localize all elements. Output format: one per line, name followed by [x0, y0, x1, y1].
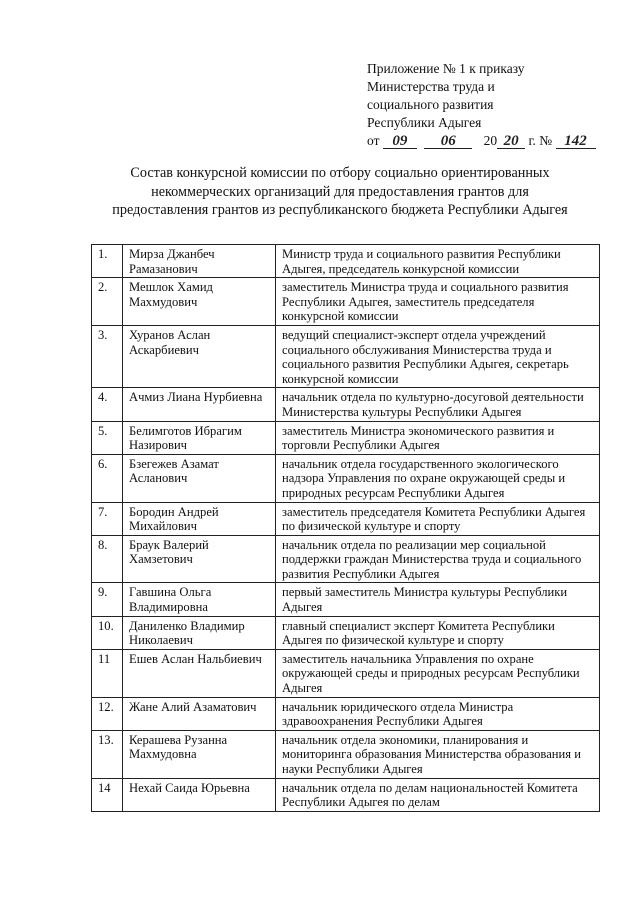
- title-line: некоммерческих организаций для предоставления грантов для: [151, 183, 529, 200]
- appendix-line: Приложение № 1 к приказу: [367, 61, 525, 76]
- member-role: первый заместитель Министра культуры Республики Адыгея: [276, 583, 600, 616]
- member-role: Министр труда и социального развития Республики Адыгея, председатель конкурсной комиссии: [276, 245, 600, 278]
- member-name: Бородин Андрей Михайлович: [123, 502, 276, 535]
- date-suffix: г. №: [528, 133, 553, 148]
- member-name: Даниленко Владимир Николаевич: [123, 616, 276, 649]
- table-row: [92, 454, 600, 502]
- member-name: Ачмиз Лиана Нурбиевна: [123, 388, 276, 421]
- member-role: начальник отдела по делам национальностей Комитета Республики Адыгея по делам: [276, 778, 600, 811]
- table-row: [92, 616, 600, 649]
- date-day: 09: [383, 134, 417, 149]
- table-row: [92, 535, 600, 583]
- member-number: 1.: [92, 245, 123, 278]
- title-line: Состав конкурсной комиссии по отбору социально ориентированных: [130, 165, 550, 181]
- member-role: заместитель начальника Управления по охране окружающей среды и природных ресурсам Республики Адыгея: [276, 649, 600, 697]
- member-role: начальник отдела по культурно-досуговой деятельности Министерства культуры Республики Адыгея: [276, 388, 600, 421]
- member-role: заместитель председателя Комитета Республики Адыгея по физической культуре и спорту: [276, 502, 600, 535]
- member-number: 6.: [92, 454, 123, 502]
- table-row: [92, 730, 600, 778]
- member-number: 2.: [92, 278, 123, 326]
- member-number: 12.: [92, 697, 123, 730]
- member-name: Ешев Аслан Нальбиевич: [123, 649, 276, 697]
- appendix-header: [367, 60, 596, 150]
- member-role: заместитель Министра труда и социального развития Республики Адыгея, заместитель председателя конкурсной комиссии: [276, 278, 600, 326]
- member-role: главный специалист эксперт Комитета Республики Адыгея по физической культуре и спорту: [276, 616, 600, 649]
- member-role: начальник юридического отдела Министра здравоохранения Республики Адыгея: [276, 697, 600, 730]
- table-row: [92, 325, 600, 387]
- member-number: 13.: [92, 730, 123, 778]
- member-role: начальник отдела по реализации мер социальной поддержки граждан Министерства труда и социального развития Республики Адыгея: [276, 535, 600, 583]
- order-date-line: [367, 132, 596, 150]
- member-number: 7.: [92, 502, 123, 535]
- appendix-line: Министерства труда и: [367, 79, 495, 94]
- member-name: Мешлок Хамид Махмудович: [123, 278, 276, 326]
- date-year-prefix: 20: [483, 133, 498, 148]
- appendix-line: социального развития: [367, 97, 494, 112]
- table-row: [92, 421, 600, 454]
- order-number: 142: [556, 134, 596, 149]
- date-year: 20: [497, 134, 525, 149]
- table-row: [92, 388, 600, 421]
- member-number: 11: [92, 649, 123, 697]
- member-role: ведущий специалист-эксперт отдела учреждений социального обслуживания Министерства труда и социального развития Республики Адыгея, секретарь конкурсной комиссии: [276, 325, 600, 387]
- member-number: 5.: [92, 421, 123, 454]
- commission-table-body: [92, 245, 600, 812]
- member-name: Браук Валерий Хамзетович: [123, 535, 276, 583]
- member-name: Бзегежев Азамат Асланович: [123, 454, 276, 502]
- table-row: [92, 245, 600, 278]
- member-number: 4.: [92, 388, 123, 421]
- commission-table: [91, 244, 600, 812]
- member-number: 10.: [92, 616, 123, 649]
- member-number: 3.: [92, 325, 123, 387]
- member-name: Мирза Джанбеч Рамазанович: [123, 245, 276, 278]
- member-name: Гавшина Ольга Владимировна: [123, 583, 276, 616]
- appendix-line: Республики Адыгея: [367, 115, 482, 130]
- member-name: Керашева Рузанна Махмудовна: [123, 730, 276, 778]
- table-row: [92, 649, 600, 697]
- member-name: Нехай Саида Юрьевна: [123, 778, 276, 811]
- member-role: начальник отдела экономики, планирования и мониторинга образования Министерства образования и науки Республики Адыгея: [276, 730, 600, 778]
- member-number: 14: [92, 778, 123, 811]
- member-number: 8.: [92, 535, 123, 583]
- table-row: [92, 278, 600, 326]
- member-name: Хуранов Аслан Аскарбиевич: [123, 325, 276, 387]
- member-number: 9.: [92, 583, 123, 616]
- member-role: начальник отдела государственного экологического надзора Управления по охране окружающей среды и природных ресурсам Республики Адыгея: [276, 454, 600, 502]
- member-role: заместитель Министра экономического развития и торговли Республики Адыгея: [276, 421, 600, 454]
- member-name: Белимготов Ибрагим Назирович: [123, 421, 276, 454]
- date-month: 06: [424, 134, 472, 149]
- table-row: [92, 778, 600, 811]
- document-title: [80, 164, 600, 220]
- title-line: предоставления грантов из республиканского бюджета Республики Адыгея: [112, 202, 568, 218]
- table-row: [92, 583, 600, 616]
- date-prefix: от: [367, 133, 380, 148]
- table-row: [92, 502, 600, 535]
- member-name: Жане Алий Азаматович: [123, 697, 276, 730]
- table-row: [92, 697, 600, 730]
